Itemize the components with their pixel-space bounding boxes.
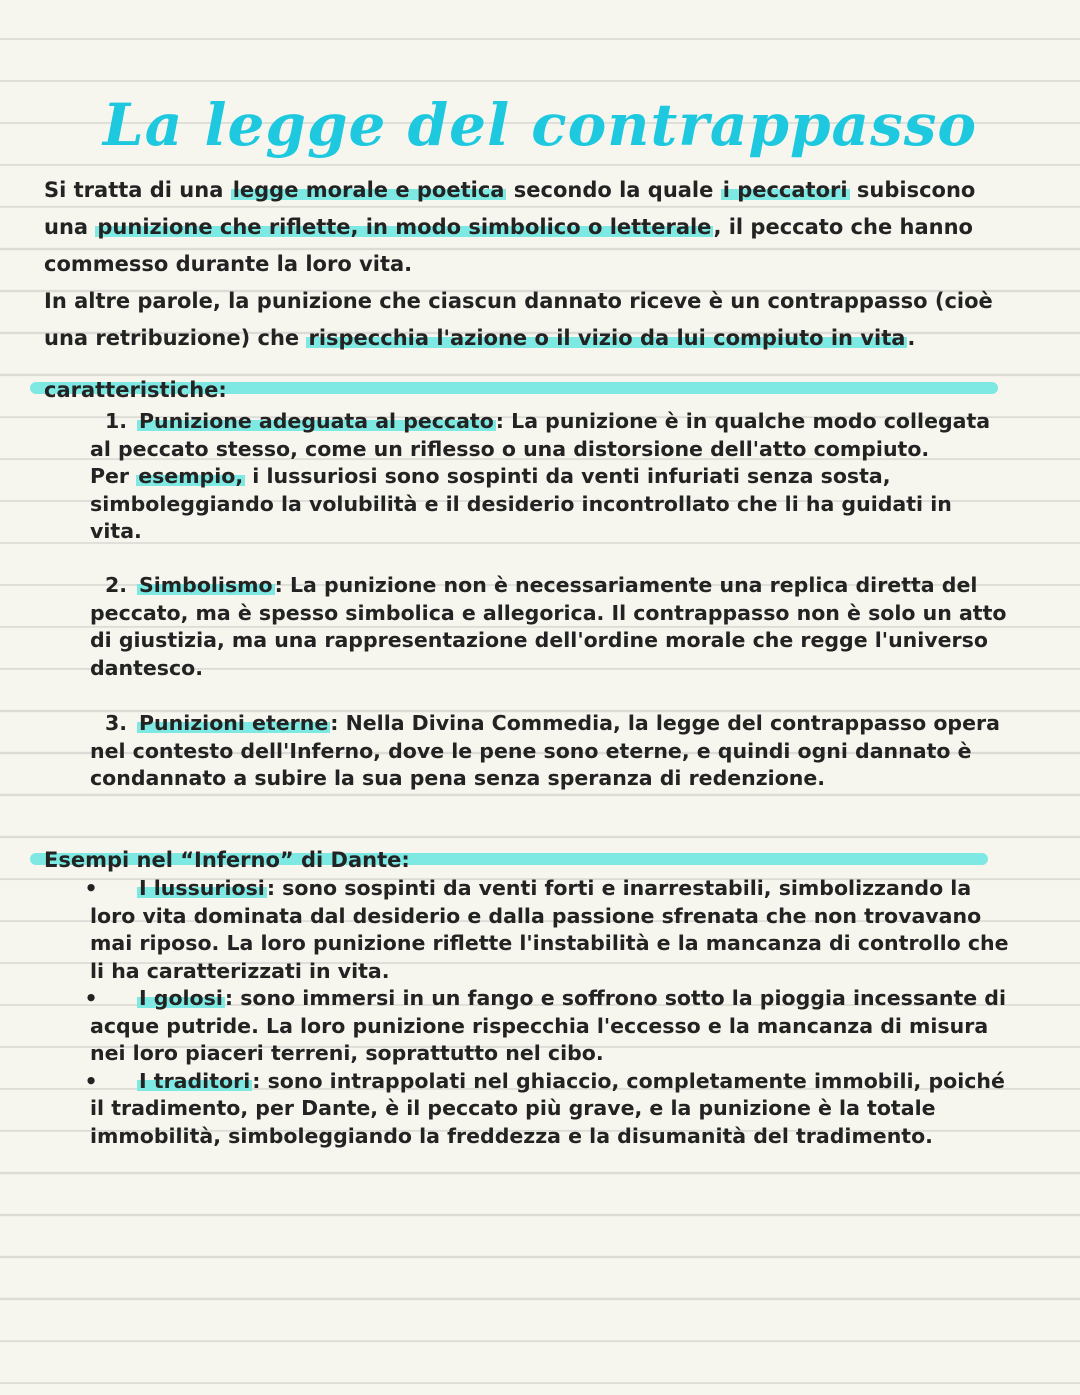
feature-text: : Nella Divina Commedia, la legge del contrappasso opera nel contesto dell'Inferno, dove le pene sono eterne, e quindi ogni dannato è condannato a subire la sua pena senza speranza di redenzione. bbox=[90, 711, 1000, 790]
highlight-rispecchia: rispecchia l'azione o il vizio da lui compiuto in vita bbox=[308, 326, 906, 350]
intro-text: In altre parole, la punizione che ciascun dannato riceve è un contrappasso (cioè una retribuzione) che bbox=[44, 289, 993, 350]
highlight-punizione: punizione che riflette, in modo simbolico o letterale bbox=[97, 215, 712, 239]
bullet: • bbox=[84, 1068, 98, 1093]
feature-item-1 bbox=[90, 408, 1010, 546]
feature-text: : La punizione non è necessariamente una replica diretta del peccato, ma è spesso simbolica e allegorica. Il contrappasso non è solo un atto di giustizia, ma una rappresentazione dell'ordine morale che regge l'universo dantesco. bbox=[90, 573, 1007, 680]
intro-section bbox=[44, 172, 1004, 357]
list-number: 1. bbox=[104, 409, 127, 433]
intro-paragraph-1 bbox=[44, 172, 1004, 283]
example-item bbox=[84, 875, 1010, 985]
bullet: • bbox=[84, 986, 98, 1010]
feature-text: : La punizione è in qualche modo collegata al peccato stesso, come un riflesso o una distorsione dell'atto compiuto. bbox=[90, 409, 991, 461]
features-heading: caratteristiche: bbox=[44, 378, 227, 402]
highlight-esempio: esempio, bbox=[138, 464, 244, 488]
examples-heading: Esempi nel “Inferno” di Dante: bbox=[44, 848, 410, 872]
highlight-legge-morale: legge morale e poetica bbox=[232, 178, 505, 202]
feature-term: Simbolismo bbox=[139, 573, 273, 597]
examples-list bbox=[84, 875, 1010, 1150]
feature-item-2 bbox=[90, 572, 1010, 682]
list-number: 2. bbox=[104, 573, 127, 597]
feature-term: Punizioni eterne bbox=[139, 711, 329, 735]
example-item bbox=[84, 985, 1010, 1068]
feature-extra: Per bbox=[90, 464, 137, 488]
list-number: 3. bbox=[104, 711, 127, 735]
example-term: I traditori bbox=[139, 1068, 251, 1093]
example-text: : sono sospinti da venti forti e inarrestabili, simbolizzando la loro vita dominata dal desiderio e dalla passione sfrenata che non trovavano mai riposo. La loro punizione riflette l'instabilità e la mancanza di controllo che li ha caratterizzati in vita. bbox=[90, 876, 1009, 983]
example-term: I golosi bbox=[139, 986, 223, 1010]
example-text: : sono intrappolati nel ghiaccio, completamente immobili, poiché il tradimento, per Dante, è il peccato più grave, e la punizione è la totale immobilità, simboleggiando la freddezza e la disumanità del tradimento. bbox=[90, 1068, 1005, 1148]
example-term: I lussuriosi bbox=[139, 876, 265, 900]
feature-extra: i lussuriosi sono sospinti da venti infuriati senza sosta, simboleggiando la volubilità e il desiderio incontrollato che li ha guidati in vita. bbox=[90, 464, 952, 543]
example-item bbox=[84, 1068, 1010, 1151]
bullet: • bbox=[84, 876, 98, 900]
intro-text: . bbox=[907, 326, 916, 350]
highlight-peccatori: i peccatori bbox=[722, 178, 848, 202]
intro-text: , il peccato che hanno commesso durante la loro vita. bbox=[44, 215, 973, 276]
intro-text: subiscono una bbox=[44, 178, 976, 239]
feature-item-3 bbox=[90, 710, 1010, 793]
intro-paragraph-2 bbox=[44, 283, 1004, 357]
intro-text: Si tratta di una bbox=[44, 178, 231, 202]
intro-text: secondo la quale bbox=[506, 178, 721, 202]
example-text: : sono immersi in un fango e soffrono sotto la pioggia incessante di acque putride. La loro punizione rispecchia l'eccesso e la mancanza di misura nei loro piaceri terreni, soprattutto nel cibo. bbox=[90, 986, 1006, 1065]
page-title: La legge del contrappasso bbox=[102, 90, 978, 159]
feature-term: Punizione adeguata al peccato bbox=[139, 409, 494, 433]
